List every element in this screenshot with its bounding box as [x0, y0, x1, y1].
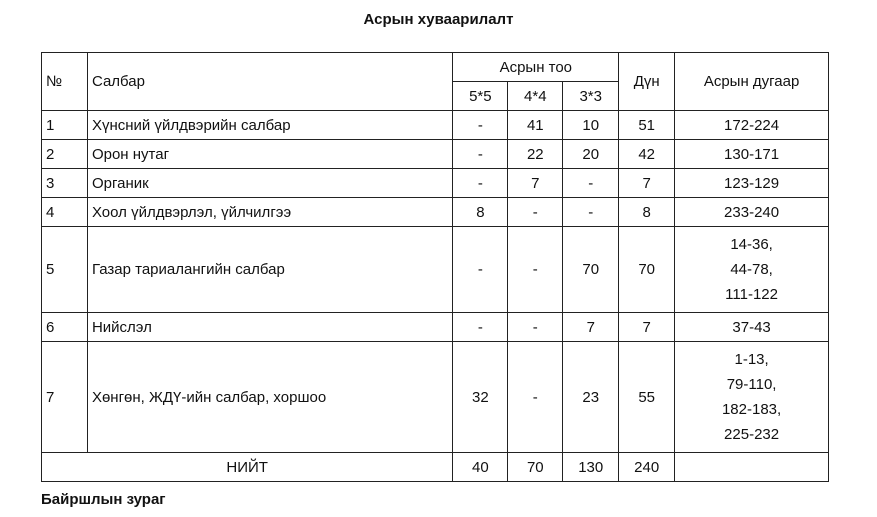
table-row: [42, 198, 829, 227]
header-branch: Салбар: [87, 53, 452, 111]
tent-number-range: 182-183,: [721, 401, 782, 418]
table-row: [42, 111, 829, 140]
totals-total: 240: [619, 453, 675, 482]
row-size-4x4: -: [508, 198, 563, 227]
row-total: 42: [619, 140, 675, 169]
row-size-5x5: -: [453, 140, 508, 169]
header-size-3x3: 3*3: [563, 82, 619, 111]
header-total: Дүн: [619, 53, 675, 111]
row-total: 70: [619, 227, 675, 313]
table-row: [42, 140, 829, 169]
header-num: №: [42, 53, 88, 111]
row-size-5x5: 8: [453, 198, 508, 227]
section-caption: Байршлын зураг: [41, 491, 166, 508]
header-row: [42, 53, 829, 82]
table-row: [42, 169, 829, 198]
row-size-4x4: -: [508, 227, 563, 313]
table-row: [42, 313, 829, 342]
row-branch: Орон нутаг: [87, 140, 452, 169]
row-size-3x3: 23: [563, 342, 619, 453]
row-size-5x5: -: [453, 313, 508, 342]
row-size-4x4: 7: [508, 169, 563, 198]
row-num: 6: [42, 313, 88, 342]
row-size-5x5: -: [453, 169, 508, 198]
header-size-5x5: 5*5: [453, 82, 508, 111]
row-branch: Органик: [87, 169, 452, 198]
row-branch: Газар тариалангийн салбар: [87, 227, 452, 313]
row-size-4x4: 22: [508, 140, 563, 169]
row-size-3x3: 7: [563, 313, 619, 342]
table-row: [42, 342, 829, 453]
table-title: Асрын хуваарилалт: [363, 11, 514, 28]
row-size-4x4: -: [508, 313, 563, 342]
header-size-4x4: 4*4: [508, 82, 563, 111]
row-branch: Хүнсний үйлдвэрийн салбар: [87, 111, 452, 140]
row-total: 7: [619, 313, 675, 342]
row-branch: Хөнгөн, ЖДҮ-ийн салбар, хоршоо: [87, 342, 452, 453]
header-tent-count: Асрын тоо: [453, 53, 619, 82]
totals-size-4x4: 70: [508, 453, 563, 482]
header-tent-numbers: Асрын дугаар: [675, 53, 829, 111]
row-size-3x3: -: [563, 198, 619, 227]
row-tent-numbers: [675, 227, 829, 313]
row-num: 1: [42, 111, 88, 140]
row-total: 7: [619, 169, 675, 198]
tent-number-range: 111-122: [725, 286, 778, 303]
row-tent-numbers: 37-43: [675, 313, 829, 342]
row-size-4x4: 41: [508, 111, 563, 140]
row-size-5x5: 32: [453, 342, 508, 453]
row-tent-numbers: 130-171: [675, 140, 829, 169]
row-size-5x5: -: [453, 111, 508, 140]
row-tent-numbers: 123-129: [675, 169, 829, 198]
totals-size-3x3: 130: [563, 453, 619, 482]
tent-number-range: 225-232: [724, 426, 780, 443]
totals-label: НИЙТ: [42, 453, 453, 482]
row-num: 4: [42, 198, 88, 227]
row-tent-numbers: [675, 342, 829, 453]
row-num: 7: [42, 342, 88, 453]
row-tent-numbers: 233-240: [675, 198, 829, 227]
totals-row: [42, 453, 829, 482]
row-total: 51: [619, 111, 675, 140]
row-branch: Хоол үйлдвэрлэл, үйлчилгээ: [87, 198, 452, 227]
row-size-3x3: 20: [563, 140, 619, 169]
table-row: [42, 227, 829, 313]
row-size-3x3: -: [563, 169, 619, 198]
tent-number-range: 1-13,: [734, 351, 769, 368]
tent-number-range: 44-78,: [730, 261, 773, 278]
totals-size-5x5: 40: [453, 453, 508, 482]
row-size-5x5: -: [453, 227, 508, 313]
tent-number-range: 14-36,: [730, 236, 773, 253]
row-size-3x3: 70: [563, 227, 619, 313]
row-total: 8: [619, 198, 675, 227]
tent-allocation-table: [41, 52, 829, 482]
row-branch: Нийслэл: [87, 313, 452, 342]
totals-empty-cell: [675, 453, 829, 482]
row-tent-numbers: 172-224: [675, 111, 829, 140]
row-num: 3: [42, 169, 88, 198]
row-total: 55: [619, 342, 675, 453]
row-num: 2: [42, 140, 88, 169]
tent-number-range: 79-110,: [726, 376, 777, 393]
row-num: 5: [42, 227, 88, 313]
row-size-3x3: 10: [563, 111, 619, 140]
row-size-4x4: -: [508, 342, 563, 453]
